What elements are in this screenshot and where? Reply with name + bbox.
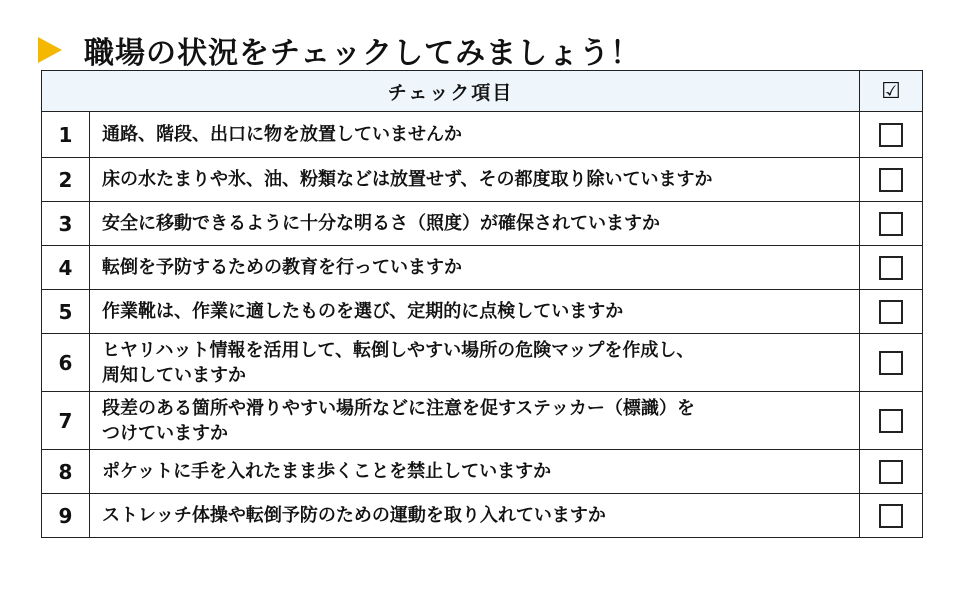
row-question	[90, 334, 860, 392]
checklist-row	[42, 494, 923, 538]
triangle-marker-icon	[38, 37, 62, 63]
checklist-table	[41, 70, 923, 538]
page-title: 職場の状況をチェックしてみましょう！	[84, 36, 642, 71]
row-check-cell	[860, 392, 923, 450]
row-number: 8	[42, 450, 90, 494]
checklist-header-row	[42, 71, 923, 112]
row-question	[90, 494, 860, 538]
checklist-header-label: チェック項目	[42, 71, 860, 112]
checkbox[interactable]	[879, 409, 903, 433]
checklist-row	[42, 450, 923, 494]
row-question	[90, 290, 860, 334]
row-check-cell	[860, 290, 923, 334]
row-question-line: 安全に移動できるように十分な明るさ（照度）が確保されていますか	[102, 213, 660, 234]
checkbox[interactable]	[879, 300, 903, 324]
row-question	[90, 392, 860, 450]
row-check-cell	[860, 334, 923, 392]
checkbox[interactable]	[879, 256, 903, 280]
checkbox[interactable]	[879, 212, 903, 236]
row-question-line: 床の水たまりや氷、油、粉類などは放置せず、その都度取り除いていますか	[102, 169, 713, 190]
row-question	[90, 450, 860, 494]
row-check-cell	[860, 246, 923, 290]
row-question	[90, 112, 860, 158]
checklist-row	[42, 202, 923, 246]
checklist-row	[42, 392, 923, 450]
row-check-cell	[860, 494, 923, 538]
row-question-line: 通路、階段、出口に物を放置していませんか	[102, 124, 462, 145]
checkbox[interactable]	[879, 123, 903, 147]
row-question-line: ポケットに手を入れたまま歩くことを禁止していますか	[102, 461, 552, 482]
header-checkmark-icon: ☑	[860, 71, 923, 112]
checklist-row	[42, 158, 923, 202]
checkbox[interactable]	[879, 351, 903, 375]
row-check-cell	[860, 112, 923, 158]
checkbox[interactable]	[879, 460, 903, 484]
row-number: 5	[42, 290, 90, 334]
row-number: 1	[42, 112, 90, 158]
row-question-line: 周知していますか	[102, 364, 246, 386]
row-question	[90, 202, 860, 246]
checkbox[interactable]	[879, 504, 903, 528]
row-check-cell	[860, 158, 923, 202]
row-number: 3	[42, 202, 90, 246]
row-number: 7	[42, 392, 90, 450]
row-question-line: つけていますか	[102, 422, 228, 444]
row-check-cell	[860, 450, 923, 494]
row-question	[90, 158, 860, 202]
row-number: 4	[42, 246, 90, 290]
checklist-row	[42, 112, 923, 158]
row-question-line: ストレッチ体操や転倒予防のための運動を取り入れていますか	[102, 505, 606, 526]
row-number: 9	[42, 494, 90, 538]
checklist-row	[42, 246, 923, 290]
row-question-line: 転倒を予防するための教育を行っていますか	[102, 257, 462, 278]
checklist-row	[42, 290, 923, 334]
checklist-row	[42, 334, 923, 392]
row-check-cell	[860, 202, 923, 246]
row-number: 6	[42, 334, 90, 392]
row-question-line: 段差のある箇所や滑りやすい場所などに注意を促すステッカー（標識）を	[102, 397, 695, 419]
page-title-row	[38, 28, 641, 72]
row-question	[90, 246, 860, 290]
row-question-line: ヒヤリハット情報を活用して、転倒しやすい場所の危険マップを作成し、	[102, 339, 695, 361]
checkbox[interactable]	[879, 168, 903, 192]
row-question-line: 作業靴は、作業に適したものを選び、定期的に点検していますか	[102, 301, 624, 322]
row-number: 2	[42, 158, 90, 202]
